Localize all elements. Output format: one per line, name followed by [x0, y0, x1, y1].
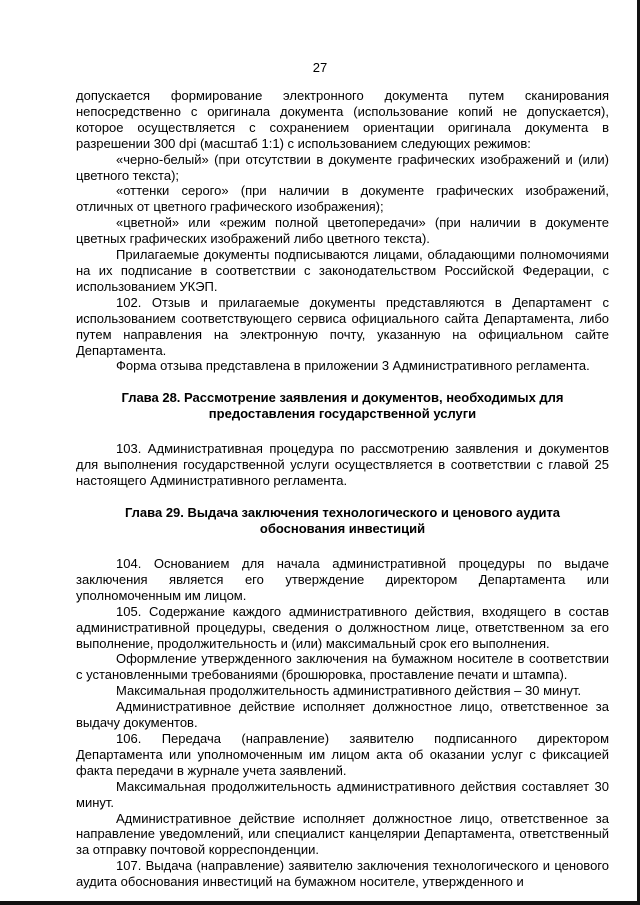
paragraph: Максимальная продолжительность административного действия – 30 минут. [116, 683, 582, 699]
paragraph: Административное действие исполняет должностное лицо, ответственное за выдачу документов. [76, 699, 609, 731]
paragraph: 102. Отзыв и прилагаемые документы представляются в Департамент с использованием соответствующего сервиса официального сайта Департамента, либо путем направления на электронную почту, указанную на официальном сайте Департамента. [76, 294, 609, 358]
chapter-29-heading: Глава 29. Выдача заключения технологического и ценового аудита обоснования инвестиций [124, 505, 561, 537]
paragraph-group-b [76, 441, 609, 489]
paragraph: 103. Административная процедура по рассмотрению заявления и документов для выполнения государственной услуги осуществляется в соответствии с главой 25 настоящего Административного регламента. [76, 441, 609, 489]
spacer [76, 422, 609, 441]
paragraph: Форма отзыва представлена в приложении 3 Административного регламента. [116, 358, 590, 374]
paragraph: «оттенки серого» (при наличии в документе графических изображений, отличных от цветного графического изображения); [76, 183, 609, 215]
spacer [76, 489, 609, 505]
paragraph: 104. Основанием для начала административной процедуры по выдаче заключения является его утверждение директором Департамента или уполномоченным им лицом. [76, 556, 609, 603]
paragraph: 107. Выдача (направление) заявителю заключения технологического и ценового аудита обоснования инвестиций на бумажном носителе, утвержденного и [76, 858, 609, 890]
paragraph: допускается формирование электронного документа путем сканирования непосредственно с оригинала документа (использование копий не допускается), которое осуществляется с сохранением ориентации оригинала документа в разрешении 300 dpi (масштаб 1:1) с использованием следующих режимов: [76, 88, 609, 151]
spacer [76, 537, 609, 556]
page-number: 27 [312, 60, 328, 75]
paragraph: Максимальная продолжительность административного действия составляет 30 минут. [76, 778, 609, 810]
paragraph: 105. Содержание каждого административного действия, входящего в состав административной процедуры, сведения о должностном лице, ответственном за его выполнение, продолжительность и (или) максимальный срок его выполнения. [76, 603, 609, 651]
paragraph-group-c [76, 556, 609, 890]
paragraph: Административное действие исполняет должностное лицо, ответственное за направление уведомлений, или специалист канцелярии Департамента, ответственный за отправку почтовой корреспонденции. [76, 810, 609, 858]
scan-border-bottom [0, 901, 640, 905]
paragraph: «цветной» или «режим полной цветопередачи» (при наличии в документе цветных графических изображений либо цветного текста). [76, 215, 609, 247]
paragraph-group-a [76, 88, 609, 374]
paragraph: Прилагаемые документы подписываются лицами, обладающими полномочиями на их подписание в соответствии с законодательством Российской Федерации, с использованием УКЭП. [76, 247, 609, 294]
paragraph: 106. Передача (направление) заявителю подписанного директором Департамента или уполномоченным им лицом акта об оказании услуг с фиксацией факта передачи в журнале учета заявлений. [76, 731, 609, 778]
spacer [76, 374, 609, 390]
paragraph: «черно-белый» (при отсутствии в документе графических изображений и (или) цветного текста); [76, 151, 609, 183]
document-body [76, 88, 609, 890]
paragraph: Оформление утвержденного заключения на бумажном носителе в соответствии с установленными требованиями (брошюровка, проставление печати и штампа). [76, 651, 609, 683]
chapter-28-heading: Глава 28. Рассмотрение заявления и документов, необходимых для предоставления государственной услуги [121, 390, 564, 422]
